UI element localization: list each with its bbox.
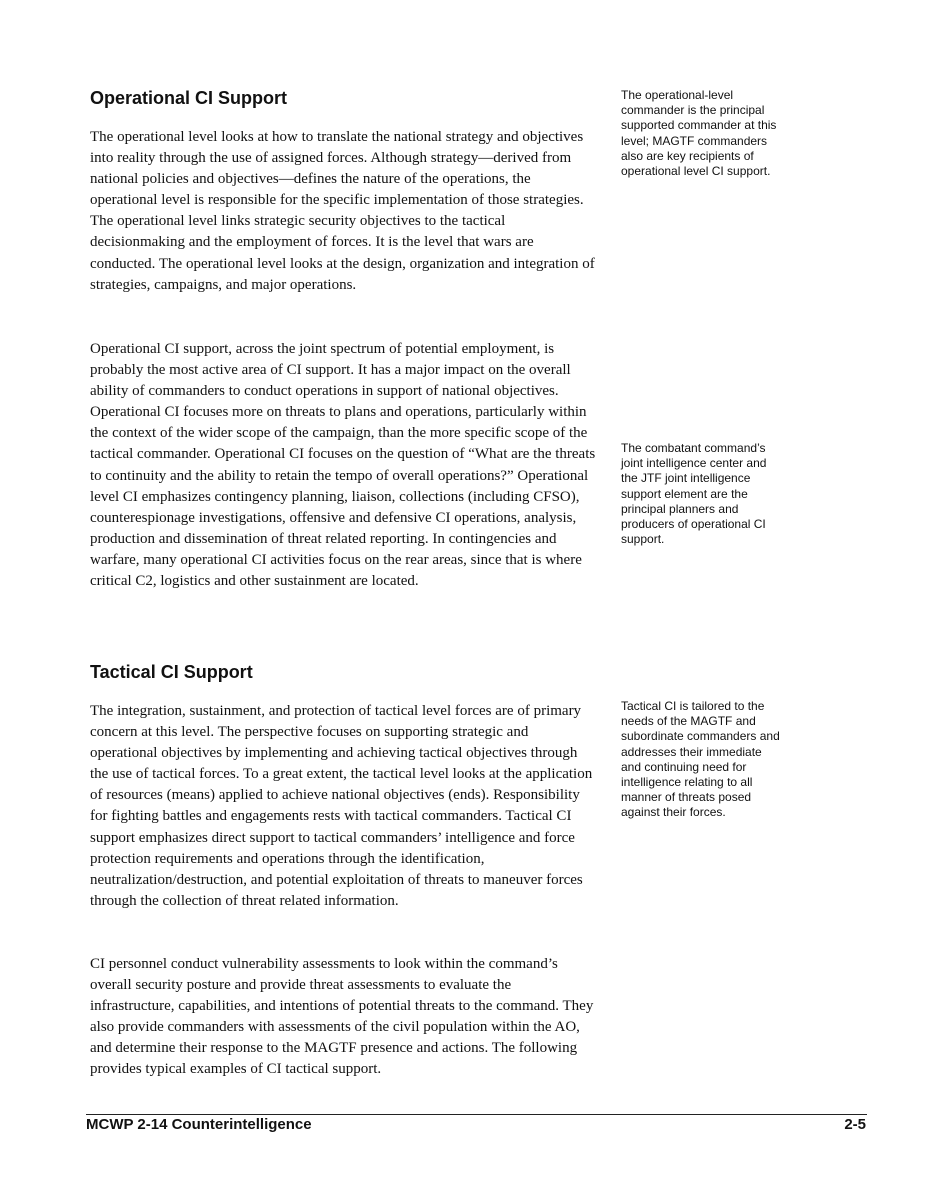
- footer-title: MCWP 2-14 Counterintelligence: [86, 1116, 312, 1133]
- margin-note-operational-commander: The operational-level commander is the principal supported commander at this level; MAGTF commanders also are key recipients of operational level CI support.: [621, 88, 777, 179]
- section-heading-operational: Operational CI Support: [90, 88, 288, 108]
- paragraph-operational-2: Operational CI support, across the joint spectrum of potential employment, is probably the most active area of CI support. It has a major impact on the overall ability of commanders to conduct operations in support of national objectives. Operational CI focuses more on threats to plans and operations, particularly within the context of the wider scope of the campaign, than the more specific scope of the tactical commander. Operational CI focuses on the question of “What are the threats to continuity and the ability to retain the tempo of overall operations?” Operational level CI emphasizes contingency planning, liaison, collections (including CFSO), counterespionage investigations, offensive and defensive CI operations, analysis, production and dissemination of threat related reporting. In contingencies and warfare, many operational CI activities focus on the rear areas, since that is where critical C2, logistics and other sustainment are located.: [90, 341, 596, 590]
- margin-note-joint-intelligence: The combatant command’s joint intelligence center and the JTF joint intelligence support element are the principal planners and producers of operational CI support.: [621, 441, 767, 547]
- margin-note-tactical-ci: Tactical CI is tailored to the needs of the MAGTF and subordinate commanders and addresses their immediate and continuing need for intelligence relating to all manner of threats posed against their forces.: [621, 699, 780, 820]
- footer-divider: [86, 1114, 867, 1115]
- paragraph-tactical-2: CI personnel conduct vulnerability assessments to look within the command’s overall security posture and provide threat assessments to evaluate the infrastructure, capabilities, and intentions of potential threats to the command. They also provide commanders with assessments of the civil population within the AO, and determine their response to the MAGTF presence and actions. The following provides typical examples of CI tactical support.: [90, 956, 594, 1078]
- page-number: 2-5: [844, 1116, 866, 1133]
- section-heading-tactical: Tactical CI Support: [90, 662, 253, 682]
- paragraph-tactical-1: The integration, sustainment, and protection of tactical level forces are of primary concern at this level. The perspective focuses on supporting strategic and operational objectives by implementing and achieving tactical objectives through the use of tactical forces. To a great extent, the tactical level looks at the application of resources (means) applied to achieve national objectives (ends). Responsibility for fighting battles and engagements rests with tactical commanders. Tactical CI support emphasizes direct support to tactical commanders’ intelligence and force protection requirements and operations through the identification, neutralization/destruction, and potential exploitation of threats to maneuver forces through the collection of threat related information.: [90, 703, 593, 909]
- paragraph-operational-1: The operational level looks at how to translate the national strategy and objectives into reality through the use of assigned forces. Although strategy—derived from national policies and objectives—defines the nature of the operations, the operational level is responsible for the specific implementation of those strategies. The operational level links strategic security objectives to the tactical decisionmaking and the employment of forces. It is the level that wars are conducted. The operational level looks at the design, organization and integration of strategies, campaigns, and major operations.: [90, 129, 595, 293]
